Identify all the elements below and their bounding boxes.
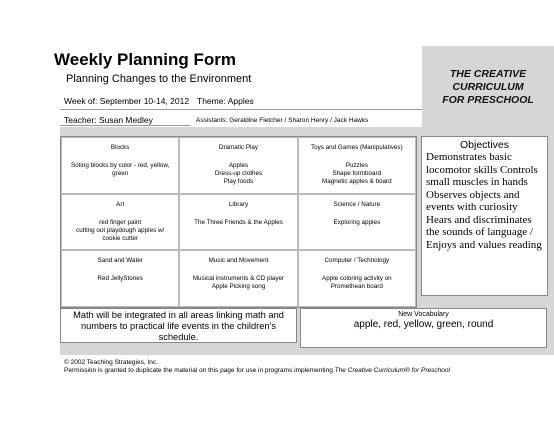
center-cell (179, 137, 297, 194)
theme: Theme: Apples (197, 96, 254, 106)
week-of: Week of: September 10-14, 2012 (64, 96, 190, 106)
center-heading: Art (116, 200, 125, 208)
center-cell (61, 137, 179, 194)
center-heading: Music and Movement (208, 257, 269, 265)
center-activities: The Three Friends & the Apples (194, 218, 283, 226)
divider-teacher (60, 125, 190, 126)
center-heading: Library (228, 200, 249, 208)
center-activities: Musical instruments & CD player Apple Picking song (192, 275, 285, 291)
logo-line-1: THE CREATIVE (449, 68, 527, 80)
objectives-text: Demonstrates basic locomotor skills Controls small muscles in hands Observes objects and events with curiosity Hears and discriminates the sounds of language / Enjoys and values reading (426, 151, 542, 251)
center-activities: red finger paint cutting out playdough apples w/ cookie cutter (76, 218, 165, 242)
assistants: Assistants: Geraldine Fletcher / Sharon Henry / Jack Hawks (196, 117, 369, 124)
learning-centers-grid (60, 136, 417, 308)
center-cell (298, 250, 416, 307)
divider-week (60, 109, 422, 110)
center-heading: Dramatic Play (218, 144, 259, 151)
center-cell (298, 137, 416, 194)
center-cell (179, 194, 297, 251)
page-title: Weekly Planning Form (54, 50, 237, 69)
vocabulary-heading: New Vocabulary (398, 311, 449, 318)
math-note: Math will be integrated in all areas linking math and numbers to practical life events in the children's schedule. (60, 308, 297, 343)
center-cell (61, 250, 179, 307)
permission-note: Permission is granted to duplicate the material on this page for use in programs implementing The Creative Curriculum® for Preschool (64, 367, 450, 374)
logo-line-2: CURRICULUM (452, 81, 524, 93)
objectives-box (421, 136, 548, 296)
vocabulary-box (300, 308, 547, 348)
center-cell (298, 194, 416, 251)
center-cell (61, 194, 179, 251)
logo-line-3: FOR PRESCHOOL (442, 94, 534, 106)
objectives-heading: Objectives (459, 139, 510, 151)
center-activities: Exploring apples (333, 218, 381, 226)
center-heading: Science / Nature (333, 200, 381, 208)
curriculum-logo (422, 46, 554, 128)
center-cell (179, 250, 297, 307)
center-activities: Soting blocks by color - red, yellow, green (70, 162, 170, 177)
center-activities: Apple coloring activity on Promethean board (322, 275, 392, 291)
center-heading: Sand and Water (97, 257, 143, 265)
center-heading: Blocks (110, 144, 130, 151)
center-heading: Toys and Games (Manipulatives) (310, 144, 403, 151)
center-activities: Red JellyStones (97, 275, 143, 283)
center-activities: Apples Dress-up clothes Play foods (214, 162, 263, 185)
center-heading: Computer / Technology (324, 257, 390, 265)
vocabulary-words: apple, red, yellow, green, round (353, 319, 494, 330)
page-subtitle: Planning Changes to the Environment (66, 73, 252, 85)
copyright: © 2002 Teaching Strategies, Inc. (64, 359, 158, 366)
teacher: Teacher: Susan Medley (64, 115, 153, 125)
center-activities: Puzzles Shape formboard Magnetic apples & board (321, 162, 392, 185)
footer (64, 359, 450, 375)
